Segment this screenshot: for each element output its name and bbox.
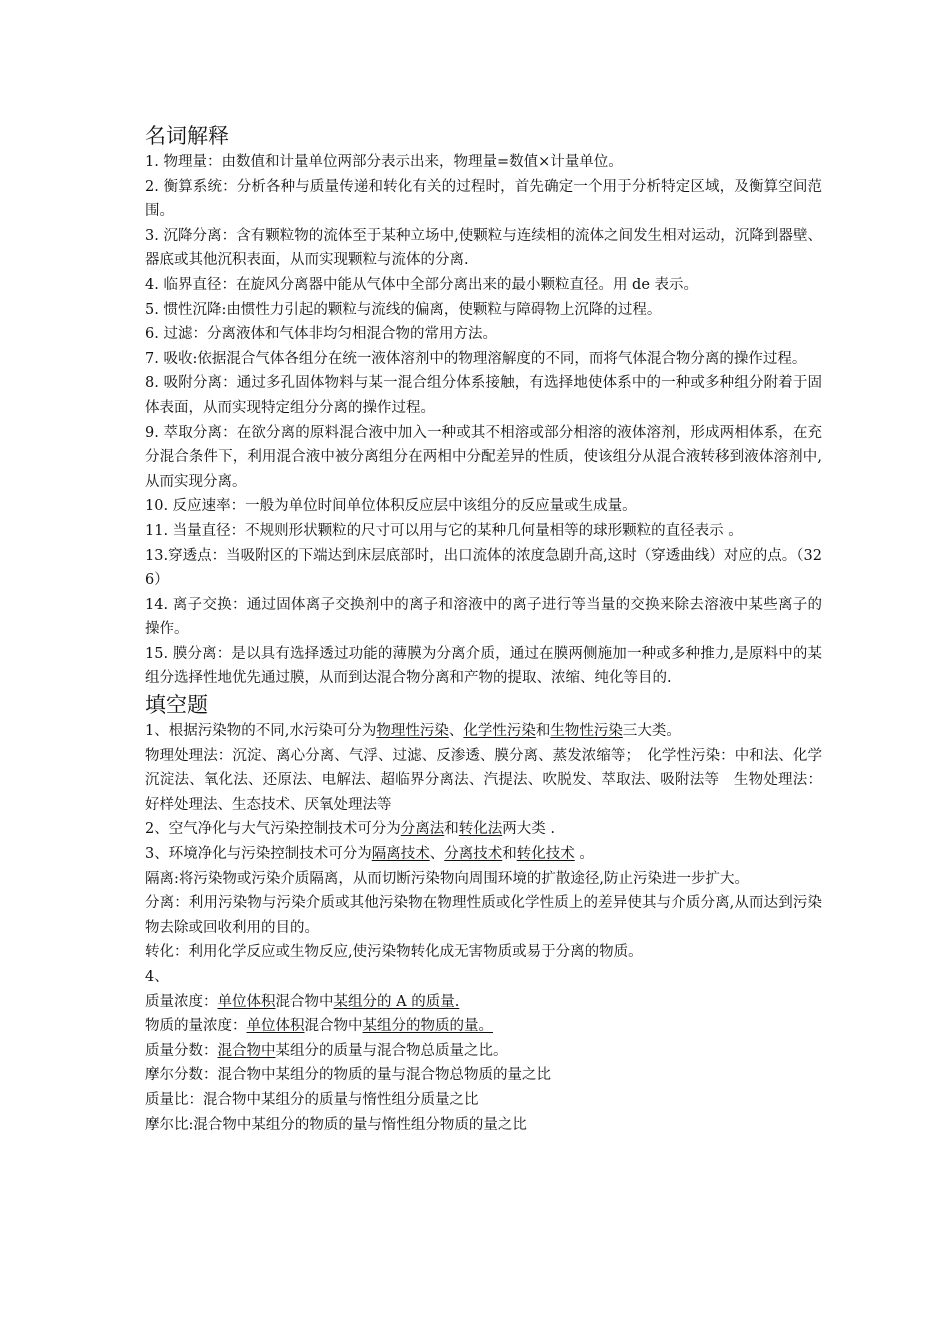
definition-item: 15. 膜分离：是以具有选择透过功能的薄膜为分离介质，通过在膜两侧施加一种或多种推力,是原料中的某组分选择性地优先通过膜，从而到达混合物分离和产物的提取、浓缩、纯化等目的. (145, 645, 822, 687)
question-4-mass-concentration (145, 990, 822, 1015)
question-3-note: 转化：利用化学反应或生物反应,使污染物转化成无害物质或易于分离的物质。 (145, 944, 643, 961)
question-3-note: 隔离:将污染物或污染介质隔离，从而切断污染物向周围环境的扩散途径,防止污染进一步扩大。 (145, 870, 749, 887)
answer-blank: 隔离技术 (371, 846, 430, 863)
definition-item: 6. 过滤：分离液体和气体非均匀相混合物的常用方法。 (145, 326, 497, 343)
definition-item: 9. 萃取分离：在欲分离的原料混合液中加入一种或其不相溶或部分相溶的液体溶剂，形成两相体系，在充分混合条件下，利用混合液中被分离组分在两相中分配差异的性质，使该组分从混合液转移到液体溶剂中,从而实现分离。 (145, 424, 822, 490)
question-text: 两大类 . (502, 821, 555, 838)
answer-blank: 转化技术 (516, 846, 575, 863)
question-4-mass-fraction (145, 1039, 822, 1064)
definition-item: 14. 离子交换：通过固体离子交换剂中的离子和溶液中的离子进行等当量的交换来除去溶液中某些离子的操作。 (145, 596, 822, 638)
section-title-definitions: 名词解释 (145, 124, 229, 148)
answer-blank: 单位体积 (217, 993, 276, 1010)
definition-item: 4. 临界直径：在旋风分离器中能从气体中全部分离出来的最小颗粒直径。用 de 表示。 (145, 276, 699, 293)
definition-item: 8. 吸附分离：通过多孔固体物料与某一混合组分体系接触，有选择地使体系中的一种或多种组分附着于固体表面，从而实现特定组分分离的操作过程。 (145, 375, 822, 416)
question-text: 某组分的质量与混合物总质量之比。 (275, 1042, 508, 1059)
separator: 和 (502, 846, 517, 863)
answer-blank: 某组分的 A 的质量. (333, 993, 460, 1010)
answer-blank: 物理性污染 (376, 723, 449, 740)
definition-item: 3. 沉降分离：含有颗粒物的流体至于某种立场中,使颗粒与连续相的流体之间发生相对运动，沉降到器壁、器底或其他沉积表面，从而实现颗粒与流体的分离. (145, 227, 822, 269)
separator: 、 (448, 723, 464, 740)
question-4-molar-fraction: 摩尔分数：混合物中某组分的物质的量与混合物总物质的量之比 (145, 1067, 551, 1084)
definition-item: 10. 反应速率：一般为单位时间单位体积反应层中该组分的反应量或生成量。 (145, 498, 637, 515)
term-label: 物质的量浓度： (145, 1018, 247, 1035)
question-text: 1、根据污染物的不同,水污染可分为 (145, 723, 377, 740)
question-4-molar-concentration (145, 1014, 822, 1039)
answer-blank: 分离技术 (444, 846, 503, 863)
answer-blank: 化学性污染 (463, 723, 536, 740)
question-text: 。 (574, 846, 594, 863)
definition-item: 13.穿透点：当吸附区的下端达到床层底部时，出口流体的浓度急剧升高,这时（穿透曲线）对应的点。（326） (145, 547, 822, 589)
answer-blank: 分离法 (400, 821, 445, 838)
question-3 (145, 842, 822, 867)
question-text: 2、空气净化与大气污染控制技术可分为 (145, 821, 401, 838)
answer-blank: 生物性污染 (550, 723, 623, 740)
separator: 和 (444, 821, 459, 838)
question-text: 三大类。 (622, 723, 681, 740)
definition-item: 7. 吸收:依据混合气体各组分在统一液体溶剂中的物理溶解度的不同，而将气体混合物分离的操作过程。 (145, 350, 807, 367)
separator: 和 (535, 723, 551, 740)
definition-item: 11. 当量直径：不规则形状颗粒的尺寸可以用与它的某种几何量相等的球形颗粒的直径表示 。 (145, 522, 743, 539)
answer-blank: 某组分的物质的量。 (362, 1018, 493, 1035)
question-4-molar-ratio: 摩尔比:混合物中某组分的物质的量与惰性组分物质的量之比 (145, 1116, 527, 1133)
answer-blank: 混合物中 (217, 1042, 276, 1059)
definition-item: 5. 惯性沉降:由惯性力引起的颗粒与流线的偏离，使颗粒与障碍物上沉降的过程。 (145, 301, 662, 318)
question-3-note: 分离：利用污染物与污染介质或其他污染物在物理性质或化学性质上的差异使其与介质分离,从而达到污染物去除或回收利用的目的。 (145, 895, 822, 936)
question-text: 混合物中 (304, 1018, 363, 1035)
question-4-mass-ratio: 质量比：混合物中某组分的质量与惰性组分质量之比 (145, 1091, 479, 1108)
term-label: 质量分数： (145, 1042, 218, 1059)
question-text: 混合物中 (275, 993, 334, 1010)
definition-item: 1. 物理量：由数值和计量单位两部分表示出来，物理量=数值×计量单位。 (145, 154, 623, 170)
answer-blank: 转化法 (458, 821, 503, 838)
question-1 (145, 719, 822, 744)
separator: 、 (429, 846, 445, 863)
definition-item: 2. 衡算系统：分析各种与质量传递和转化有关的过程时，首先确定一个用于分析特定区域，及衡算空间范围。 (145, 178, 822, 220)
question-2 (145, 817, 822, 842)
question-4-label: 4、 (145, 969, 169, 985)
question-1-note: 物理处理法：沉淀、离心分离、气浮、过滤、反渗透、膜分离、蒸发浓缩等； 化学性污染：中和法、化学沉淀法、氧化法、还原法、电解法、超临界分离法、汽提法、吹脱发、萃取法、吸附法等 生物处理法：好样处理法、生态技术、厌氧处理法等 (145, 747, 822, 813)
term-label: 质量浓度： (145, 993, 218, 1010)
section-title-fill-in: 填空题 (145, 693, 208, 718)
question-text: 3、环境净化与污染控制技术可分为 (145, 846, 372, 863)
answer-blank: 单位体积 (246, 1018, 305, 1035)
